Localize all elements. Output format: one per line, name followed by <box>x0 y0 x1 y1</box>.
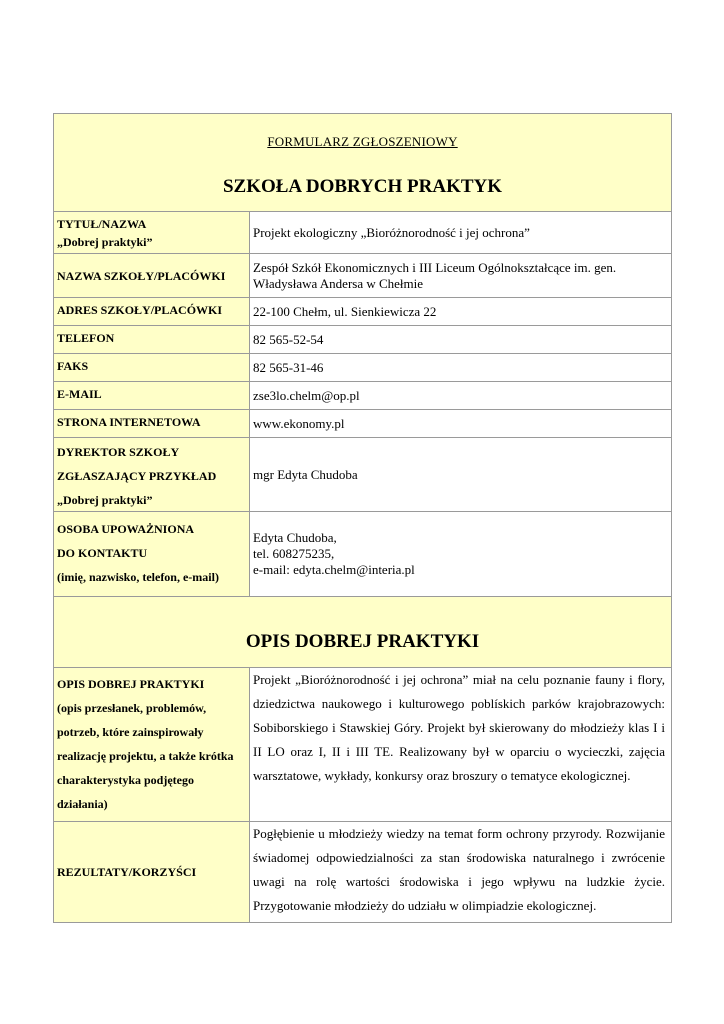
application-form <box>53 113 672 923</box>
label-line: NAZWA SZKOŁY/PLACÓWKI <box>57 268 226 283</box>
value-description <box>250 668 671 821</box>
value-email: zse3lo.chelm@op.pl <box>253 387 360 403</box>
label-line: DO KONTAKTU <box>57 546 148 560</box>
label-contact-person <box>54 512 250 596</box>
value-line: Władysława Andersa w Chełmie <box>253 275 424 291</box>
value-address: 22-100 Chełm, ul. Sienkiewicza 22 <box>253 303 437 319</box>
label-address: ADRES SZKOŁY/PLACÓWKI <box>54 298 250 325</box>
label-website: STRONA INTERNETOWA <box>54 410 250 437</box>
label-fax: FAKS <box>54 354 250 381</box>
value-line: tel. 608275235, <box>253 546 335 561</box>
row-address <box>54 298 671 326</box>
label-line: realizację projektu, a także krótka <box>57 749 234 763</box>
row-phone <box>54 326 671 354</box>
form-header <box>54 114 671 212</box>
label-results: REZULTATY/KORZYŚCI <box>54 822 250 922</box>
value-line: Edyta Chudoba, <box>253 530 337 545</box>
results-text: Pogłębienie u młodzieży wiedzy na temat form ochrony przyrody. Rozwijanie świadomej odpowiedzialności za stan środowiska naturalnego i zwrócenie uwagi na rolę wartości środowiska i jego wpływu na ludzkie życie. Przygotowanie młodzieży do udziału w olimpiadzie ekologicznej. <box>253 826 665 913</box>
label-line: „Dobrej praktyki” <box>57 493 153 507</box>
value-contact-person <box>250 512 671 596</box>
value-website: www.ekonomy.pl <box>253 415 345 431</box>
row-description <box>54 668 671 822</box>
row-fax <box>54 354 671 382</box>
label-line: (opis przesłanek, problemów, <box>57 701 207 715</box>
value-title: Projekt ekologiczny „Bioróżnorodność i jej ochrona” <box>253 224 530 240</box>
value-line: Zespół Szkół Ekonomicznych i III Liceum Ogólnokształcące im. gen. <box>253 259 617 275</box>
label-line: (imię, nazwisko, telefon, e-mail) <box>57 570 219 584</box>
label-line: ZGŁASZAJĄCY PRZYKŁAD <box>57 469 217 483</box>
label-line: DYREKTOR SZKOŁY <box>57 445 180 459</box>
value-school-name <box>250 254 671 297</box>
value-line: e-mail: edyta.chelm@interia.pl <box>253 562 415 577</box>
label-line: OSOBA UPOWAŻNIONA <box>57 522 195 536</box>
value-results <box>250 822 671 922</box>
value-fax: 82 565-31-46 <box>253 359 324 375</box>
value-phone: 82 565-52-54 <box>253 331 324 347</box>
label-line: OPIS DOBREJ PRAKTYKI <box>57 677 205 691</box>
row-title <box>54 212 671 254</box>
row-email <box>54 382 671 410</box>
label-line: potrzeb, które zainspirowały <box>57 725 204 739</box>
label-line: działania) <box>57 797 108 811</box>
label-line: charakterystyka podjętego <box>57 773 194 787</box>
label-line: „Dobrej praktyki” <box>57 235 153 249</box>
description-text: Projekt „Bioróżnorodność i jej ochrona” miał na celu poznanie fauny i flory, dziedzictwa naukowego i kulturowego poblískich parków krajobrazowych: Sobiborskiego i Stawskiej Góry. Projekt był skierowany do młodzieży klas I i II LO oraz I, II i III TE. Realizowany był w oparciu o wycieczki, zajęcia warsztatowe, wykłady, konkursy oraz broszury o tematyce ekologicznej. <box>253 672 665 783</box>
label-director <box>54 438 250 511</box>
label-email: E-MAIL <box>54 382 250 409</box>
label-line: TYTUŁ/NAZWA <box>57 217 147 231</box>
label-school-name <box>54 254 250 297</box>
value-director: mgr Edyta Chudoba <box>253 466 358 482</box>
row-contact-person <box>54 512 671 597</box>
form-label: FORMULARZ ZGŁOSZENIOWY <box>267 134 458 149</box>
row-website <box>54 410 671 438</box>
row-school-name <box>54 254 671 298</box>
label-title <box>54 212 250 253</box>
section-header <box>54 597 671 668</box>
label-description <box>54 668 250 821</box>
row-results <box>54 822 671 922</box>
label-phone: TELEFON <box>54 326 250 353</box>
form-title: SZKOŁA DOBRYCH PRAKTYK <box>222 176 503 197</box>
row-director <box>54 438 671 512</box>
section-title: OPIS DOBREJ PRAKTYKI <box>245 631 480 652</box>
